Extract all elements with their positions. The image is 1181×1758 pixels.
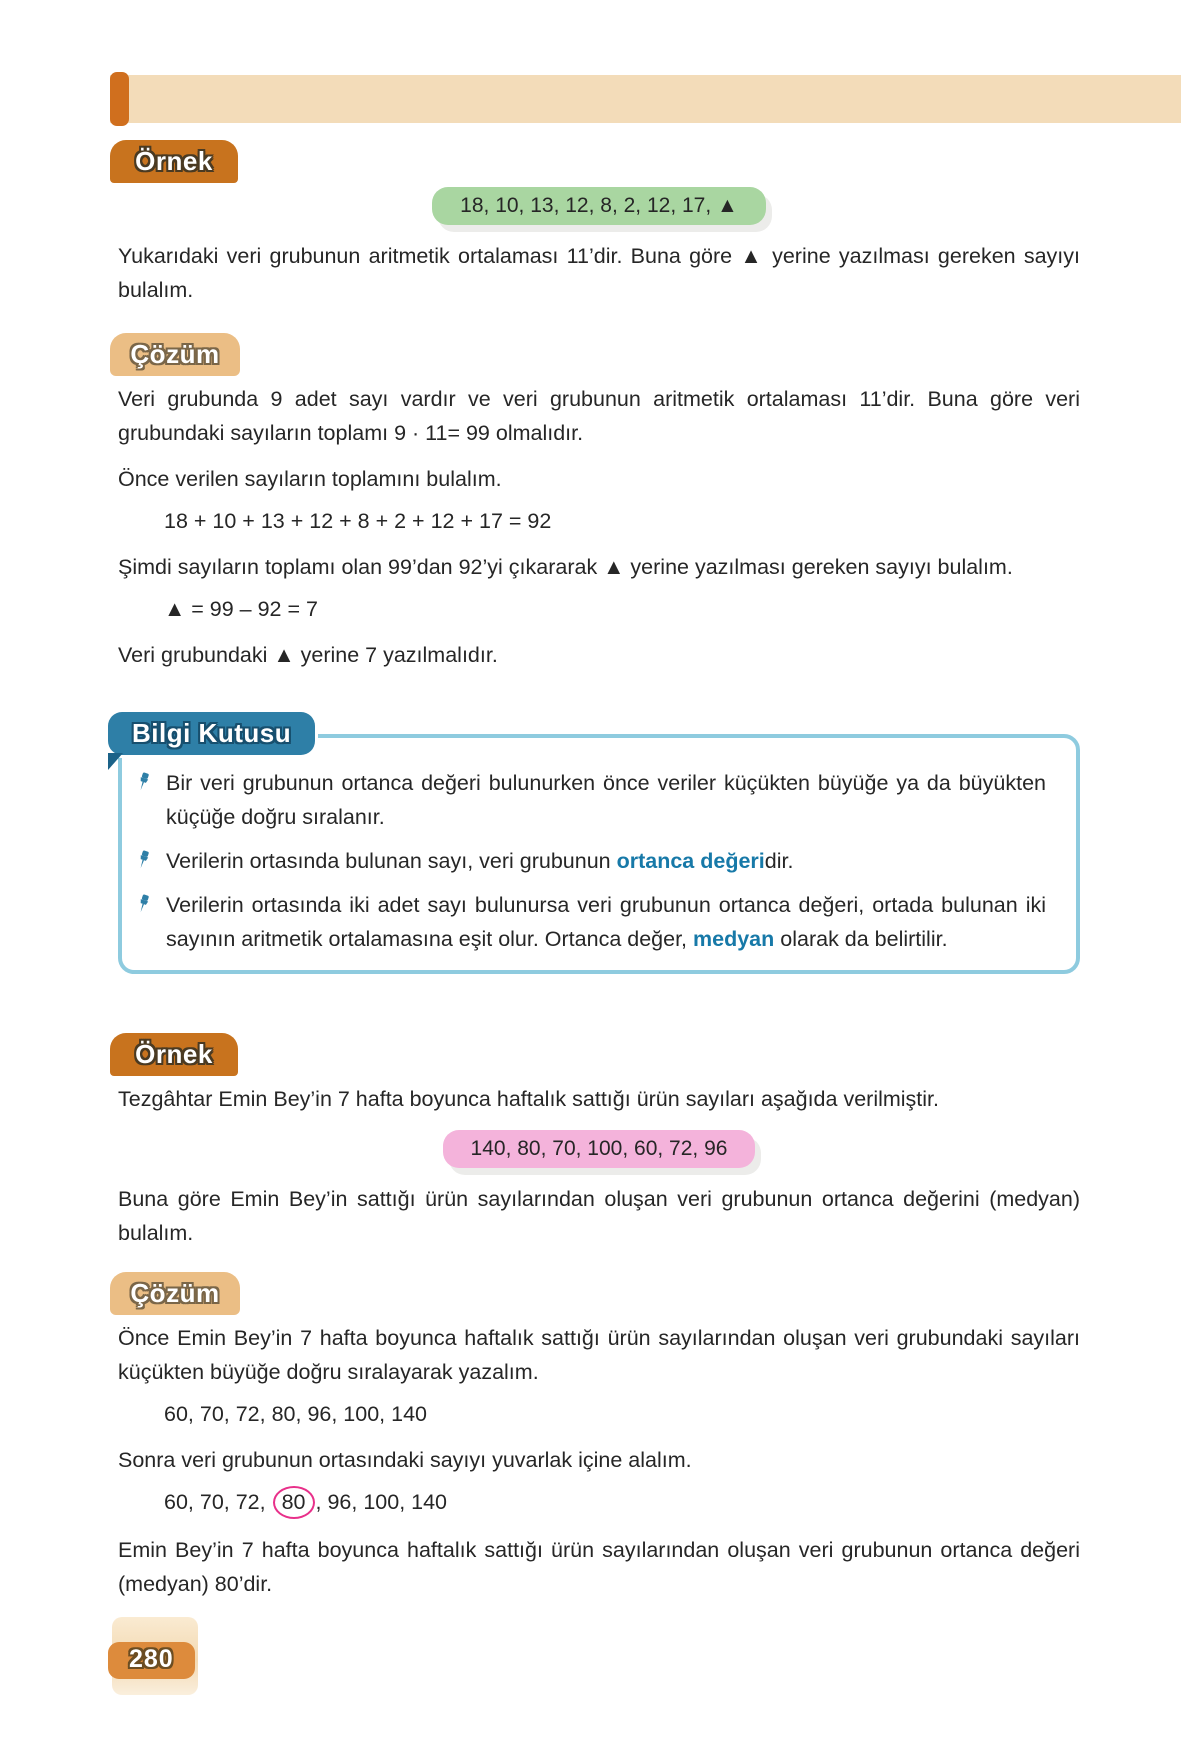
pushpin-icon xyxy=(136,894,152,956)
median-line-pre: 60, 70, 72, xyxy=(164,1490,272,1514)
info-bullet xyxy=(136,766,1046,834)
info-bullet-text xyxy=(166,844,793,878)
bullet-text: Verilerin ortasında iki adet sayı bulunursa veri grubunun ortanca değeri, ortada bulunan iki sayının aritmetik ortalamasına eşit olur. Ortanca değer, xyxy=(166,893,1046,951)
solution-1-paragraph: Önce verilen sayıların toplamını bulalım. xyxy=(118,467,502,491)
page-number-badge xyxy=(108,1629,228,1693)
sum-equation: 18 + 10 + 13 + 12 + 8 + 2 + 12 + 17 = 92 xyxy=(164,509,552,533)
example-1-section xyxy=(118,123,1080,672)
info-bullet-text xyxy=(166,888,1046,956)
info-bullet xyxy=(136,888,1046,956)
solution-1-label: Çözüm xyxy=(110,333,240,376)
median-circle: 80 xyxy=(273,1486,315,1519)
bullet-text: dir. xyxy=(764,849,794,873)
triangle-equation: ▲ = 99 – 92 = 7 xyxy=(164,597,318,621)
example-1-problem: Yukarıdaki veri grubunun aritmetik ortalaması 11’dir. Buna göre ▲ yerine yazılması gereken sayıyı bulalım. xyxy=(118,244,1080,302)
bullet-highlight: ortanca değeri xyxy=(616,849,765,873)
pushpin-icon xyxy=(136,850,152,878)
pushpin-icon xyxy=(136,772,152,834)
info-bullet xyxy=(136,844,1046,878)
example-1-label: Örnek xyxy=(110,140,238,183)
solution-2-paragraph: Sonra veri grubunun ortasındaki sayıyı yuvarlak içine alalım. xyxy=(118,1448,692,1472)
bullet-text: Verilerin ortasında bulunan sayı, veri grubunun xyxy=(166,849,617,873)
bullet-highlight: medyan xyxy=(693,927,775,951)
page-content xyxy=(118,123,1080,1693)
example-2-problem: Buna göre Emin Bey’in sattığı ürün sayılarından oluşan veri grubunun ortanca değerini (medyan) bulalım. xyxy=(118,1187,1080,1245)
info-box-notch xyxy=(108,753,123,770)
example-2-section xyxy=(118,1016,1080,1601)
example-2-intro: Tezgâhtar Emin Bey’in 7 hafta boyunca haftalık sattığı ürün sayıları aşağıda verilmiştir. xyxy=(118,1087,939,1111)
solution-2-paragraph: Önce Emin Bey’in 7 hafta boyunca haftalık sattığı ürün sayılarından oluşan veri grubundaki sayıları küçükten büyüğe doğru sıralayarak yazalım. xyxy=(118,1326,1080,1384)
info-bullet-text xyxy=(166,766,1046,834)
sorted-data-line: 60, 70, 72, 80, 96, 100, 140 xyxy=(164,1402,427,1426)
info-box xyxy=(118,718,1080,974)
data-values-1: 18, 10, 13, 12, 8, 2, 12, 17, ▲ xyxy=(460,194,738,217)
bullet-text: Bir veri grubunun ortanca değeri bulunurken önce veriler küçükten büyüğe ya da büyükten küçüğe doğru sıralanır. xyxy=(166,771,1046,829)
solution-2-conclusion: Emin Bey’in 7 hafta boyunca haftalık sattığı ürün sayılarından oluşan veri grubunun ortanca değeri (medyan) 80’dir. xyxy=(118,1538,1080,1596)
solution-1-conclusion: Veri grubundaki ▲ yerine 7 yazılmalıdır. xyxy=(118,643,498,667)
textbook-page xyxy=(0,75,1181,1758)
sorted-data-with-median xyxy=(164,1485,1080,1519)
solution-2-label: Çözüm xyxy=(110,1272,240,1315)
chapter-header-bar xyxy=(110,75,1181,123)
data-box-pink xyxy=(443,1130,756,1168)
solution-1-paragraph: Veri grubunda 9 adet sayı vardır ve veri grubunun aritmetik ortalaması 11’dir. Buna göre veri grubundaki sayıların toplamı 9 · 11= 99 olmalıdır. xyxy=(118,387,1080,445)
median-line-post: , 96, 100, 140 xyxy=(315,1490,448,1514)
bullet-text: olarak da belirtilir. xyxy=(774,927,948,951)
data-box-green xyxy=(432,187,766,225)
header-accent-bar xyxy=(110,72,129,126)
solution-1-paragraph: Şimdi sayıların toplamı olan 99’dan 92’yi çıkararak ▲ yerine yazılması gereken sayıyı bulalım. xyxy=(118,555,1013,579)
page-number: 280 xyxy=(108,1642,195,1679)
data-values-2: 140, 80, 70, 100, 60, 72, 96 xyxy=(470,1137,728,1160)
info-box-label: Bilgi Kutusu xyxy=(108,712,315,755)
example-2-label: Örnek xyxy=(110,1033,238,1076)
